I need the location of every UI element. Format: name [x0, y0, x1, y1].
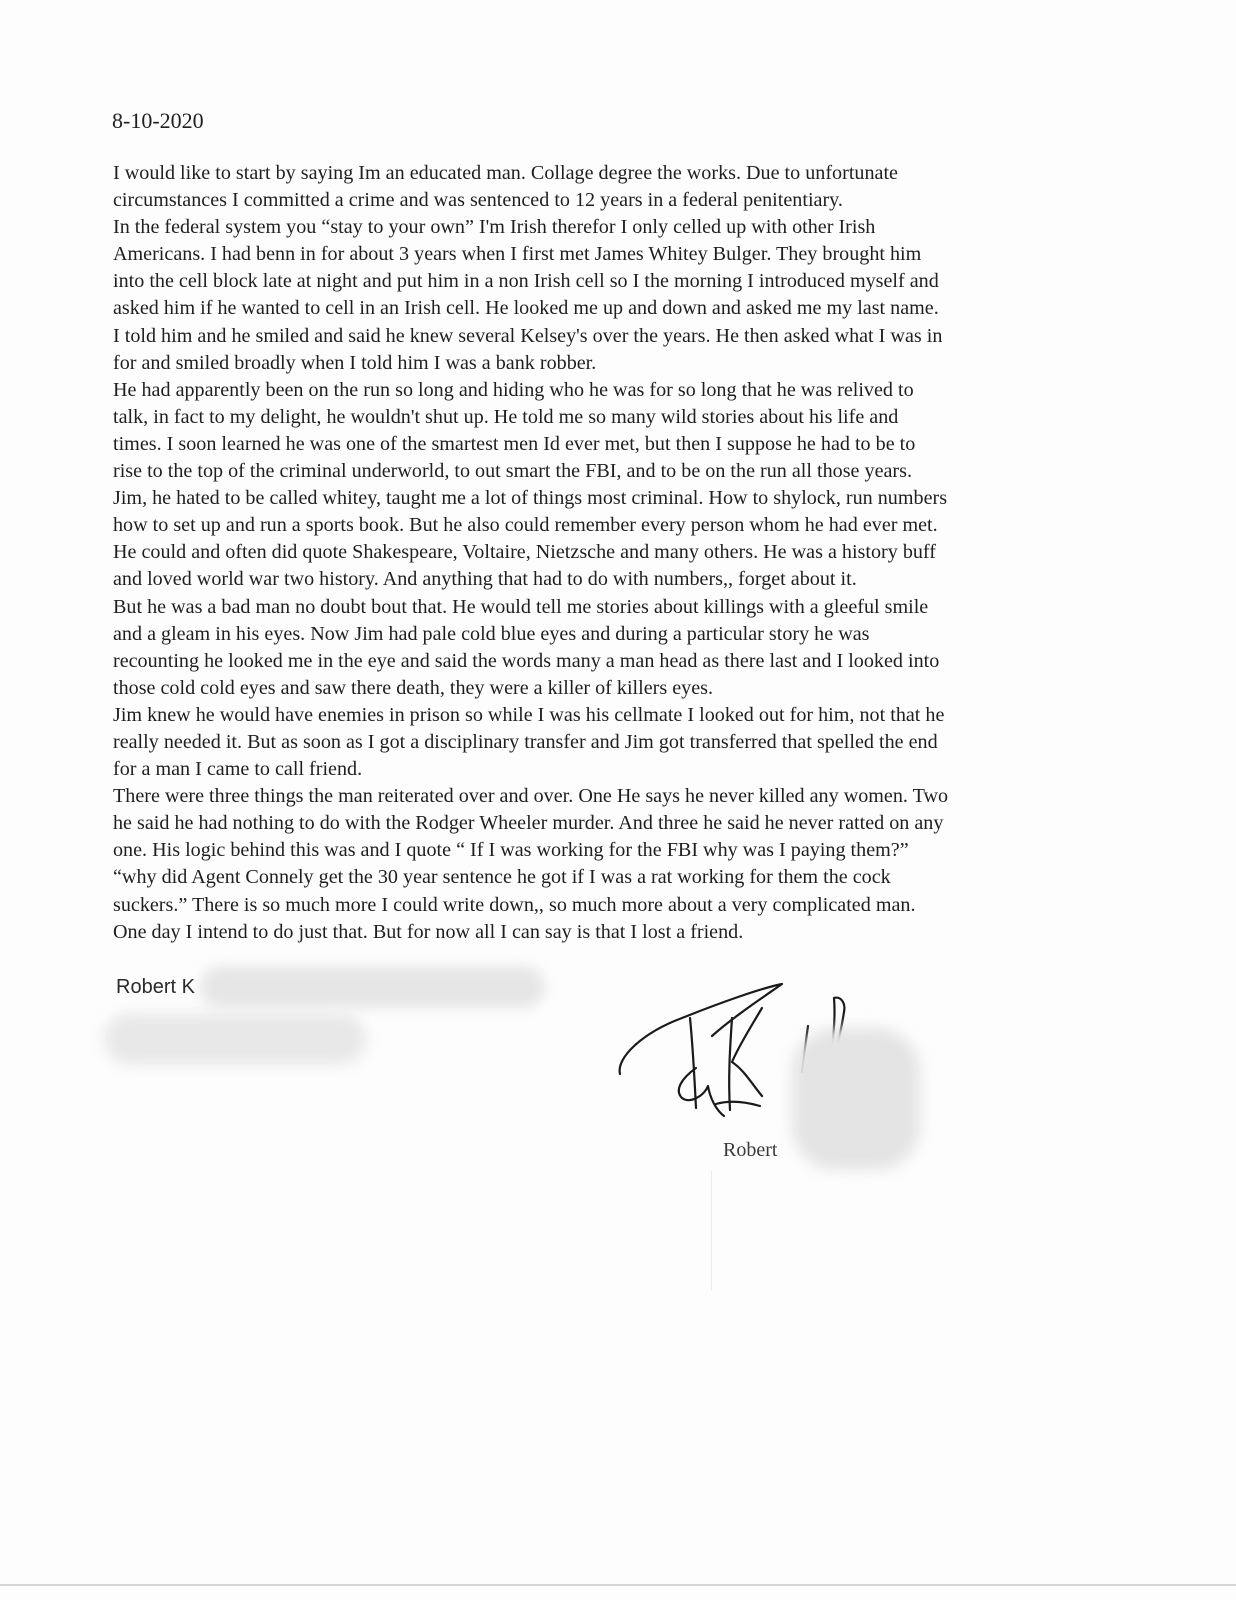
redaction-blur: [200, 966, 545, 1008]
letter-line: he said he had nothing to do with the Rodger Wheeler murder. And three he said he never ratted on any: [113, 812, 944, 835]
letter-line: Jim knew he would have enemies in prison so while I was his cellmate I looked out for him, not that he: [113, 703, 945, 726]
letter-line: for a man I came to call friend.: [113, 758, 363, 781]
letter-line: One day I intend to do just that. But for now all I can say is that I lost a friend.: [113, 920, 744, 943]
letter-line: how to set up and run a sports book. But he also could remember every person whom he had ever met.: [113, 514, 938, 537]
letter-line: rise to the top of the criminal underworld, to out smart the FBI, and to be on the run all those years.: [113, 460, 912, 483]
letter-date: 8-10-2020: [112, 108, 204, 133]
letter-line: There were three things the man reiterated over and over. One He says he never killed any women. Two: [113, 785, 949, 808]
signature-caption: Robert: [723, 1139, 778, 1161]
letter-line: and a gleam in his eyes. Now Jim had pale cold blue eyes and during a particular story he was: [113, 622, 870, 645]
letter-line: But he was a bad man no doubt bout that. He would tell me stories about killings with a gleeful smile: [113, 595, 929, 618]
letter-line: I would like to start by saying Im an educated man. Collage degree the works. Due to unfortunate: [113, 162, 898, 184]
letter-line: He could and often did quote Shakespeare, Voltaire, Nietzsche and many others. He was a history buff: [113, 541, 936, 564]
redaction-blur: [104, 1013, 366, 1065]
closing-name: Robert K: [116, 976, 195, 998]
redaction-blur: [792, 1028, 920, 1170]
letter-line: I told him and he smiled and said he knew several Kelsey's over the years. He then asked what I was in: [113, 324, 943, 347]
letter-line: suckers.” There is so much more I could write down,, so much more about a very complicated man.: [113, 893, 916, 916]
scan-artifact: [711, 1170, 712, 1290]
letter-line: into the cell block late at night and put him in a non Irish cell so I the morning I introduced myself and: [113, 270, 939, 293]
letter-line: talk, in fact to my delight, he wouldn't shut up. He told me so many wild stories about his life and: [113, 405, 899, 428]
letter-line: for and smiled broadly when I told him I was a bank robber.: [113, 351, 597, 374]
letter-line: asked him if he wanted to cell in an Irish cell. He looked me up and down and asked me my last name.: [113, 297, 939, 320]
letter-line: really needed it. But as soon as I got a disciplinary transfer and Jim got transferred that spelled the end: [113, 730, 938, 753]
letter-line: times. I soon learned he was one of the smartest men Id ever met, but then I suppose he had to be to: [113, 432, 916, 455]
letter-line: one. His logic behind this was and I quote “ If I was working for the FBI why was I paying them?”: [113, 839, 909, 862]
letter-line: recounting he looked me in the eye and said the words many a man head as there last and I looked into: [113, 649, 940, 672]
letter-line: Americans. I had benn in for about 3 years when I first met James Whitey Bulger. They brought him: [113, 243, 922, 266]
letter-line: Jim, he hated to be called whitey, taught me a lot of things most criminal. How to shylock, run numbers: [113, 487, 948, 510]
letter-line: and loved world war two history. And anything that had to do with numbers,, forget about it.: [113, 568, 857, 591]
letter-line: circumstances I committed a crime and was sentenced to 12 years in a federal penitentiary.: [113, 189, 843, 212]
letter-line: He had apparently been on the run so long and hiding who he was for so long that he was relived to: [113, 378, 914, 401]
letter-body: [113, 160, 1113, 946]
letter-line: those cold cold eyes and saw there death, they were a killer of killers eyes.: [113, 676, 714, 699]
letter-line: “why did Agent Connely get the 30 year sentence he got if I was a rat working for them the cock: [113, 866, 891, 889]
letter-line: In the federal system you “stay to your own” I'm Irish therefor I only celled up with other Irish: [113, 216, 876, 239]
page-bottom-edge: [0, 1584, 1236, 1586]
